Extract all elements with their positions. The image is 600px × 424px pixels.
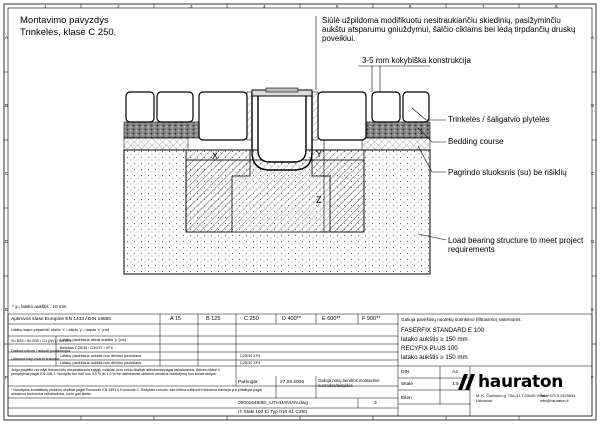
table-row-1: Latakų kaipo pripažinti: stačio 'x' / ašinis 'y' / tarpas 'z' (cm) (11, 328, 110, 332)
company-country: Lithuania (476, 398, 492, 403)
product-2: RECYFIX PLUS 100 (401, 345, 458, 352)
file-name: 000016460EI_LITHUANIAN.dwg (238, 401, 308, 406)
company-email: info@hauraton.lt (540, 398, 569, 403)
table-row-2: Latakų paviršiaus ašinis aukštis 'y' [cm] (60, 338, 126, 342)
title-line-2: Trinkelės, klasė C 250. (20, 27, 117, 38)
table-row-3: Betonas C25/30 / C30/37 / XF4 (60, 346, 113, 350)
frame-col-7: 7 (482, 4, 485, 9)
product-2-height: latako aukštis ≥ 150 mm (401, 354, 468, 361)
sheet-label: Eilėn (401, 396, 412, 401)
frame-row-d: D (5, 239, 9, 244)
frame-row-c-right: C (591, 171, 595, 176)
remarks-right: * Nurodytos kontaktinių plokščių užpildai pagal Eurocode EN 1991 ir Eurocode 2. Rodyklės nurodo, kad būtina užtikrinti Kiekviena tranšėja yra pritaikyta pagal užsakovo techninius reikalavimus, kurie gali skirtis. (11, 388, 262, 397)
product-1: FASERFIX STANDARD E 100 (401, 327, 485, 334)
frame-col-5: 5 (336, 4, 339, 9)
prepared-date: 27.09.2005 (280, 380, 305, 385)
frame-row-e: E (5, 307, 9, 312)
scale-value: 1:5 (452, 382, 459, 387)
frame-col-2: 2 (117, 4, 120, 9)
drawing-code: IT StaB 100 Ki Typ 010 Kl. C250 (238, 410, 307, 415)
validity-note: Galioja nūnų bendros montavimo nuorodos/taisyklės (318, 378, 380, 389)
remarks-left: Jeigu projekte nurodyti tinkami kitų eksploatacinių sąlygų rodikliai, juos reikia išlaikyti atitinkamai pagal reikalavimus. Betono klasė ir perspėjimai pagal EN 206-1. Nuolydis turi būti nuo 0,5 % iki 1,0 % bei atitinkamai užtikrinti vandens nutekėjimą nuo konstrukcijos. (11, 368, 220, 377)
dimension-z: Z (316, 195, 322, 205)
cell-c-row4: C25/30 XF4 (240, 361, 261, 365)
note-top: Galioja paviršinių nuotekų surinkimo (filtravimo) sistemoms: (401, 317, 522, 322)
frame-row-a-right: A (591, 35, 595, 40)
format-value: A4 (452, 370, 458, 375)
footnote: * y= laisko aukštis : 10 mm (12, 304, 67, 309)
dimension-y: Y (316, 149, 323, 159)
row-side-label-1: Su B25 / Su B30 / C1 (BV) / Su XFx (11, 339, 72, 343)
hauraton-logo-icon (458, 374, 476, 390)
frame-row-e-right: E (591, 307, 595, 312)
frame-row-f: F (5, 375, 8, 380)
frame-row-f-right: F (591, 375, 594, 380)
callout-bedding: Bedding course (448, 137, 504, 146)
frame-col-4: 4 (263, 4, 266, 9)
callout-compression: 3-5 mm kokybiška konstrukcija (362, 56, 471, 65)
product-1-height: latako aukštis ≥ 150 mm (401, 336, 468, 343)
row-side-label-2: Dalinai mišrus / aktuali pusiausvyra (11, 349, 71, 353)
frame-row-b-right: B (591, 103, 595, 108)
title-line-1: Montavimo pavyzdys (20, 15, 109, 26)
dimension-x: X (212, 151, 219, 161)
class-f900: F 900** (362, 316, 381, 322)
scale-label: Skalė (401, 382, 413, 387)
prepared-label: Parengta (238, 380, 258, 385)
cell-c-row3: C25/30 XF4 (240, 354, 261, 358)
class-e600: E 600** (322, 316, 341, 322)
company-address: M. K. Čiurlionio g. 70A-3 LT-03100 Vilnius (476, 393, 548, 398)
frame-col-8: 8 (555, 4, 558, 9)
frame-col-6: 6 (409, 4, 412, 9)
table-row-4: Latakų paviršiaus aukštis nuo dėvimo paviršiaus (60, 354, 142, 358)
frame-col-1: 1 (44, 4, 47, 9)
frame-col-3: 3 (190, 4, 193, 9)
company-logo: hauraton (478, 372, 564, 392)
callout-load: Load bearing structure to meet project requirements (448, 236, 584, 255)
class-c250: C 250 (244, 316, 259, 322)
class-d400: D 400** (282, 316, 301, 322)
callout-base: Pagrindo sluoksnis (su) be rišiklių (448, 168, 567, 177)
class-a15: A 15 (170, 316, 182, 322)
class-b125: B 125 (206, 316, 221, 322)
callout-pavers: Trinkelės / šaligatvio plytelės (448, 115, 550, 124)
row-side-label-3: Laikoma kaip esanti tinkama (11, 357, 59, 361)
company-phone: Tel. +370 5 2420534 (540, 393, 576, 398)
frame-row-b: B (5, 103, 9, 108)
format-label: DIN (401, 370, 410, 375)
page-number: 3 (374, 401, 377, 406)
frame-row-c: C (5, 171, 9, 176)
table-row-5: Latakų paviršiaus aukštis nuo dėvimo paviršiaus (60, 361, 142, 365)
frame-row-a: A (5, 35, 9, 40)
frame-row-d-right: D (591, 239, 595, 244)
callout-sealant: Siūlė užpildoma modifikuotu nesitraukiančiu skiedinių, pasižyminčiu aukštu atsparumu gniuždymui, šalčio ciklams bei ledą tirpdančių druskų poveikiui. (322, 16, 576, 44)
table-header-label: Apkrovos klasė Europinė EN 1433 / DIN 19580 (11, 317, 111, 322)
